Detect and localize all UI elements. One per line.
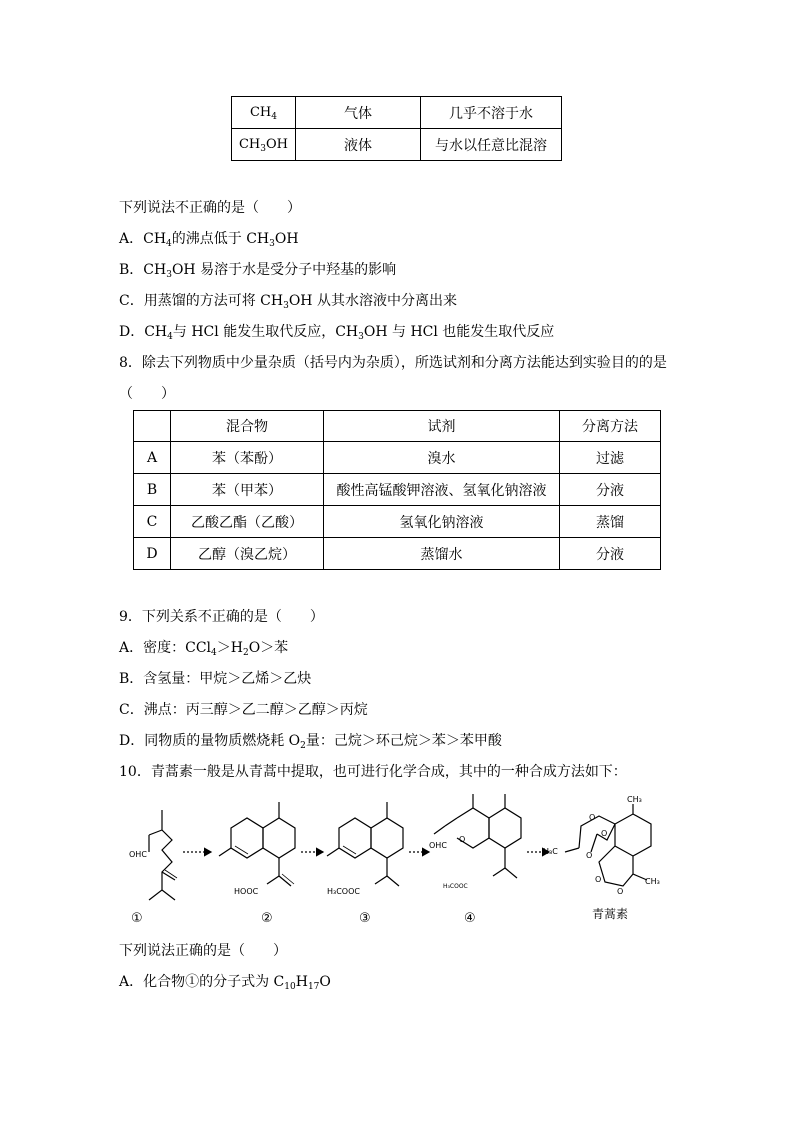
compound-1-structure [149, 810, 177, 900]
q8-cell: D [134, 538, 171, 570]
artemisinin-structure [565, 804, 651, 886]
q8-cell: 乙酸乙酯（乙酸） [171, 506, 324, 538]
q7-cell-formula: $CH_4$ [232, 97, 296, 129]
q7-option-d: D．$CH_4$与 HCl 能发生取代反应，$CH_3OH$ 与 HCl 也能发生取代反应 [119, 324, 555, 342]
q7-option-c: C．用蒸馏的方法可将 $CH_3OH$ 从其水溶液中分离出来 [119, 293, 457, 311]
q7-cell-solubility: 与水以任意比混溶 [421, 129, 562, 161]
q10-option-a: A．化合物①的分子式为 $C_{10}H_{17}O$ [119, 974, 331, 992]
q7-cell-state: 液体 [296, 129, 421, 161]
q7-cell-solubility: 几乎不溶于水 [421, 97, 562, 129]
label-compound-2: ② [261, 911, 273, 926]
q8-cell: 乙醇（溴乙烷） [171, 538, 324, 570]
q8-cell: 酸性高锰酸钾溶液、氢氧化钠溶液 [324, 474, 560, 506]
q10-stem-2: 下列说法正确的是（ ） [119, 943, 287, 959]
q8-cell: 苯（甲苯） [171, 474, 324, 506]
q8-cell: 氢氧化钠溶液 [324, 506, 560, 538]
q7-cell-formula: $CH_3OH$ [232, 129, 296, 161]
q8-cell: 过滤 [560, 442, 661, 474]
q8-cell: C [134, 506, 171, 538]
compound-4-aldehyde-label: OHC [429, 841, 447, 850]
compound-3-ester-label: H₃COOC [327, 887, 360, 896]
q9-option-b: B．含氢量：甲烷＞乙烯＞乙炔 [119, 671, 312, 687]
q8-cell: 蒸馏水 [324, 538, 560, 570]
synthesis-scheme [119, 790, 679, 930]
q7-cell-state: 气体 [296, 97, 421, 129]
artemisinin-oxygen: O [595, 875, 602, 884]
compound-2-acid-label: HOOC [234, 887, 259, 896]
q8-table [133, 410, 661, 570]
artemisinin-methyl-right: CH₃ [645, 877, 660, 886]
q8-cell: A [134, 442, 171, 474]
artemisinin-oxygen: O [586, 851, 593, 860]
q8-header-cell [134, 411, 171, 442]
q8-header-cell: 试剂 [324, 411, 560, 442]
q7-option-b: B．$CH_3OH$ 易溶于水是受分子中羟基的影响 [119, 262, 397, 280]
q8-cell: 分液 [560, 474, 661, 506]
q8-cell: 分液 [560, 538, 661, 570]
label-compound-1: ① [131, 911, 143, 926]
q9-option-c: C．沸点：丙三醇＞乙二醇＞乙醇＞丙烷 [119, 702, 368, 718]
q8-cell: 蒸馏 [560, 506, 661, 538]
q9-option-a: A．密度：$CCl_4>H_2O>$苯 [119, 640, 289, 658]
compound-4-structure [434, 794, 521, 878]
q7-stem: 下列说法不正确的是（ ） [119, 200, 301, 216]
q8-cell: 苯（苯酚） [171, 442, 324, 474]
q10-stem: 10．青蒿素一般是从青蒿中提取，也可进行化学合成，其中的一种合成方法如下： [119, 764, 627, 780]
q8-stem: 8．除去下列物质中少量杂质（括号内为杂质），所选试剂和分离方法能达到实验目的的是 [119, 355, 667, 371]
compound-4-ester-label: H₃COOC [443, 883, 468, 890]
compound-2-structure [219, 802, 295, 886]
label-compound-3: ③ [359, 911, 371, 926]
artemisinin-methyl-top: CH₃ [627, 795, 642, 804]
compound-1-aldehyde-label: OHC [129, 850, 147, 859]
q8-header-cell: 分离方法 [560, 411, 661, 442]
q8-cell: 溴水 [324, 442, 560, 474]
artemisinin-oxygen: O [589, 813, 596, 822]
artemisinin-methyl-left: H₃C [543, 847, 558, 856]
compound-3-structure [327, 802, 403, 886]
label-compound-4: ④ [464, 911, 476, 926]
compound-4-oxygen-label: O [459, 835, 466, 844]
q8-cell: B [134, 474, 171, 506]
q8-header-cell: 混合物 [171, 411, 324, 442]
q9-stem: 9．下列关系不正确的是（ ） [119, 609, 324, 625]
label-artemisinin: 青蒿素 [592, 907, 629, 921]
artemisinin-oxygen: O [601, 829, 608, 838]
q7-property-table [231, 96, 562, 161]
q7-option-a: A．$CH_4$的沸点低于 $CH_3OH$ [119, 231, 299, 249]
artemisinin-oxygen: O [617, 887, 624, 896]
q8-answer-paren: （ ） [119, 386, 175, 402]
q9-option-d: D．同物质的量物质燃烧耗 $O_2$量：己烷＞环己烷＞苯＞苯甲酸 [119, 733, 502, 751]
